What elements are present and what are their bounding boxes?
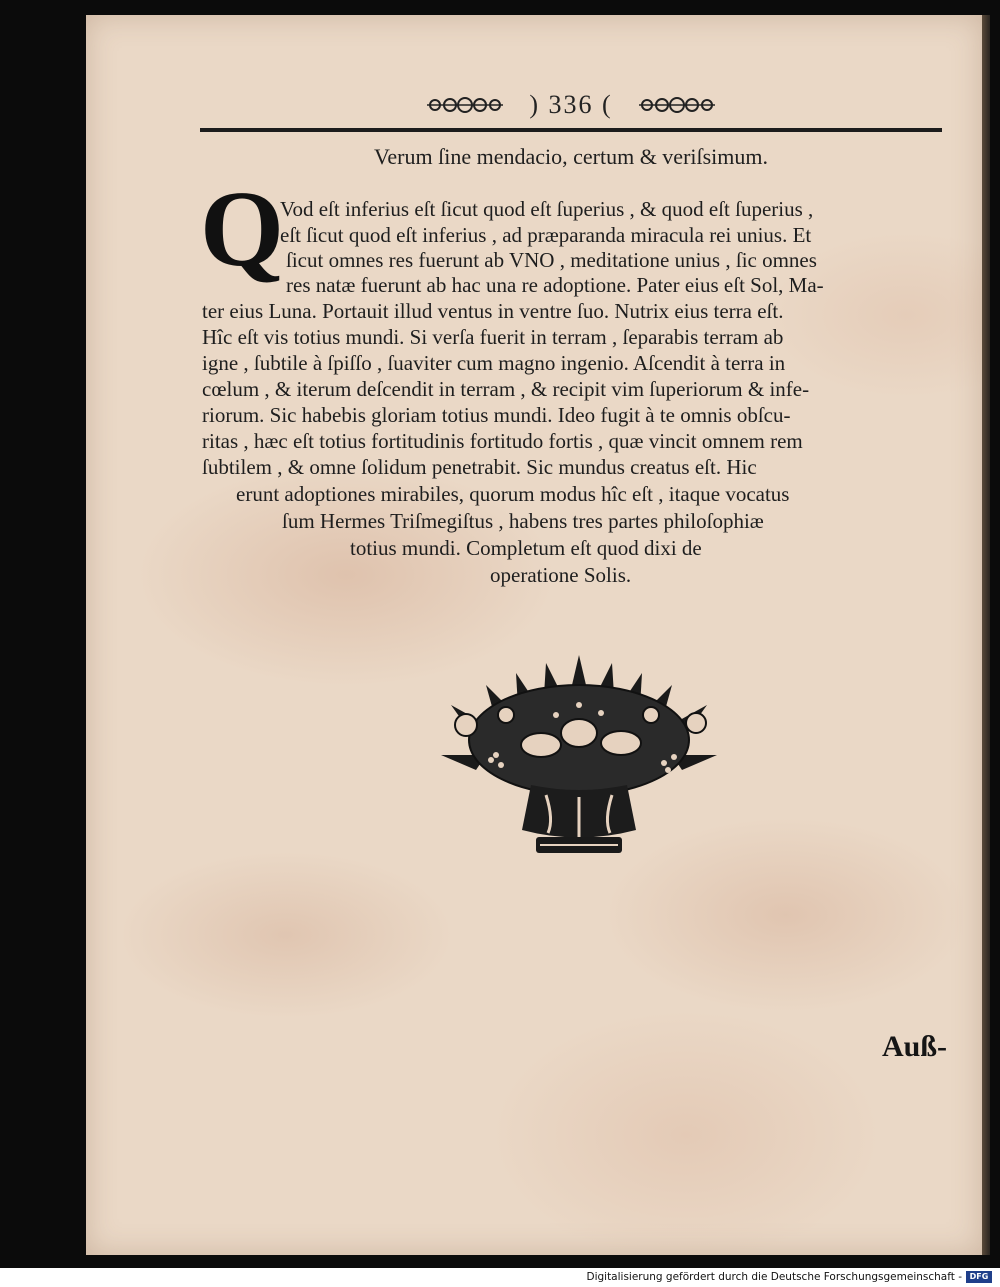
right-ornament	[637, 93, 717, 117]
drop-cap: Q	[200, 170, 285, 289]
header-rule	[200, 128, 942, 132]
dfg-logo: DFG	[966, 1271, 992, 1283]
left-ornament	[425, 93, 505, 117]
text-line: eſt ſicut quod eſt inferius , ad præparanda miracula rei unius. Et	[280, 223, 812, 247]
text-line: ſubtilem , & omne ſolidum penetrabit. Sic mundus creatus eſt. Hic	[202, 455, 757, 479]
text-line: erunt adoptiones mirabiles, quorum modus hîc eſt , itaque vocatus	[236, 482, 790, 506]
text-line: res natæ fuerunt ab hac una re adoptione. Pater eius eſt Sol, Ma-	[286, 273, 824, 297]
text-line: ter eius Luna. Portauit illud ventus in ventre ſuo. Nutrix eius terra eſt.	[202, 299, 784, 323]
page-header	[200, 88, 942, 124]
catchword: Auß-	[882, 1030, 948, 1063]
text-line: operatione Solis.	[490, 563, 632, 587]
flower-basket-vignette	[436, 645, 722, 857]
text-line: Hîc eſt vis totius mundi. Si verſa fuerit in terram , ſeparabis terram ab	[202, 325, 784, 349]
text-line: cœlum , & iterum deſcendit in terram , & recipit vim ſuperiorum & infe-	[202, 377, 810, 401]
text-line: igne , ſubtile à ſpiſſo , ſuaviter cum magno ingenio. Aſcendit à terra in	[202, 351, 786, 375]
text-line: ſum Hermes Triſmegiſtus , habens tres partes philoſophiæ	[282, 509, 764, 533]
section-title: Verum ſine mendacio, certum & veriſsimum.	[373, 144, 769, 169]
text-line: ritas , hæc eſt totius fortitudinis fortitudo fortis , quæ vincit omnem rem	[202, 429, 803, 453]
footer-bar	[0, 1268, 1000, 1287]
text-line: totius mundi. Completum eſt quod dixi de	[350, 536, 702, 560]
footer-credit: Digitalisierung gefördert durch die Deutsche Forschungsgemeinschaft -	[586, 1271, 962, 1283]
page-edge	[982, 15, 990, 1255]
text-line: riorum. Sic habebis gloriam totius mundi. Ideo fugit à te omnis obſcu-	[202, 403, 791, 427]
text-line: ſicut omnes res fuerunt ab VNO , meditatione unius , ſic omnes	[286, 248, 817, 272]
page-number: ) 336 (	[529, 90, 613, 120]
text-line: Vod eſt inferius eſt ſicut quod eſt ſuperius , & quod eſt ſuperius ,	[280, 197, 814, 221]
